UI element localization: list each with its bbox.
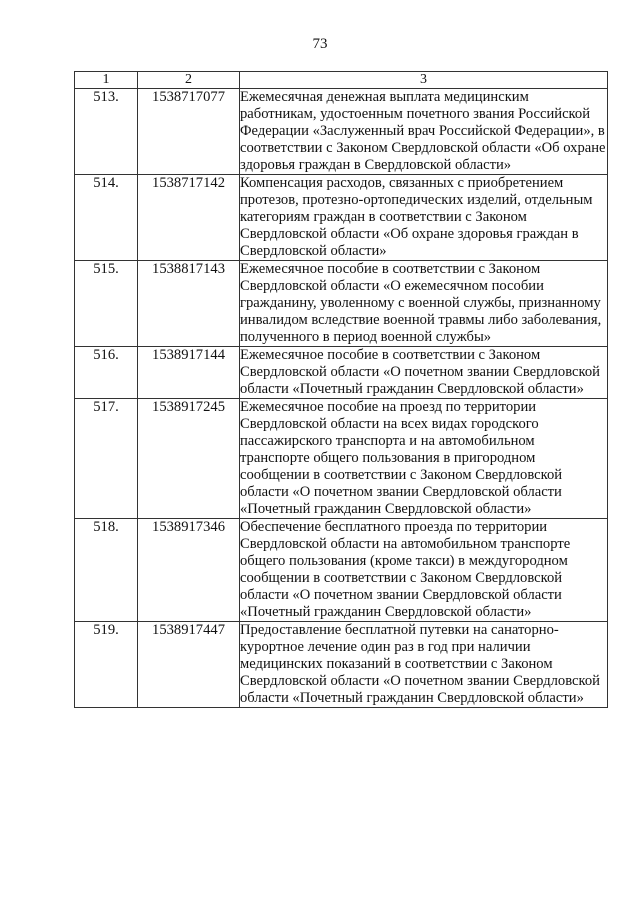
row-number: 519. bbox=[75, 622, 138, 708]
document-table bbox=[74, 71, 608, 708]
row-number: 516. bbox=[75, 347, 138, 399]
page-number: 73 bbox=[312, 36, 328, 52]
table-row bbox=[75, 622, 608, 708]
row-description: Ежемесячное пособие в соответствии с Законом Свердловской области «О ежемесячном пособии гражданину, уволенному с военной службы, признанному инвалидом вследствие военной травмы либо заболевания, полученного в период военной службы» bbox=[240, 261, 608, 347]
row-code: 1538917245 bbox=[138, 399, 240, 519]
row-code: 1538717142 bbox=[138, 175, 240, 261]
column-header-2: 2 bbox=[138, 72, 240, 89]
table-row bbox=[75, 347, 608, 399]
row-description: Ежемесячное пособие на проезд по территории Свердловской области на всех видах городского пассажирского транспорта и на автомобильном транспорте общего пользования в пригородном сообщении в соответствии с Законом Свердловской области «О почетном звании Свердловской области «Почетный гражданин Свердловской области» bbox=[240, 399, 608, 519]
row-description: Обеспечение бесплатного проезда по территории Свердловской области на автомобильном транспорте общего пользования (кроме такси) в междугородном сообщении в соответствии с Законом Свердловской области «О почетном звании Свердловской области «Почетный гражданин Свердловской области» bbox=[240, 519, 608, 622]
row-code: 1538917447 bbox=[138, 622, 240, 708]
row-number: 513. bbox=[75, 89, 138, 175]
row-number: 517. bbox=[75, 399, 138, 519]
row-description: Ежемесячная денежная выплата медицинским работникам, удостоенным почетного звания Российской Федерации «Заслуженный врач Российской Федерации», в соответствии с Законом Свердловской области «Об охране здоровья граждан в Свердловской области» bbox=[240, 89, 606, 173]
row-number: 515. bbox=[75, 261, 138, 347]
table-row bbox=[75, 89, 608, 175]
table-row bbox=[75, 261, 608, 347]
column-header-1: 1 bbox=[75, 72, 138, 89]
column-header-3: 3 bbox=[240, 72, 608, 89]
row-description: Компенсация расходов, связанных с приобретением протезов, протезно-ортопедических изделий, отдельным категориям граждан в соответствии с Законом Свердловской области «Об охране здоровья граждан в Свердловской области» bbox=[240, 175, 608, 261]
row-description: Ежемесячное пособие в соответствии с Законом Свердловской области «О почетном звании Свердловской области «Почетный гражданин Свердловской области» bbox=[240, 347, 608, 399]
table-row bbox=[75, 175, 608, 261]
row-number: 518. bbox=[75, 519, 138, 622]
row-code: 1538717077 bbox=[138, 89, 240, 175]
table-header-row bbox=[75, 72, 608, 89]
row-code: 1538917346 bbox=[138, 519, 240, 622]
table-row bbox=[75, 399, 608, 519]
row-number: 514. bbox=[75, 175, 138, 261]
row-code: 1538817143 bbox=[138, 261, 240, 347]
row-description: Предоставление бесплатной путевки на санаторно-курортное лечение один раз в год при наличии медицинских показаний в соответствии с Законом Свердловской области «О почетном звании Свердловской области «Почетный гражданин Свердловской области» bbox=[240, 622, 608, 708]
row-code: 1538917144 bbox=[138, 347, 240, 399]
table-row bbox=[75, 519, 608, 622]
